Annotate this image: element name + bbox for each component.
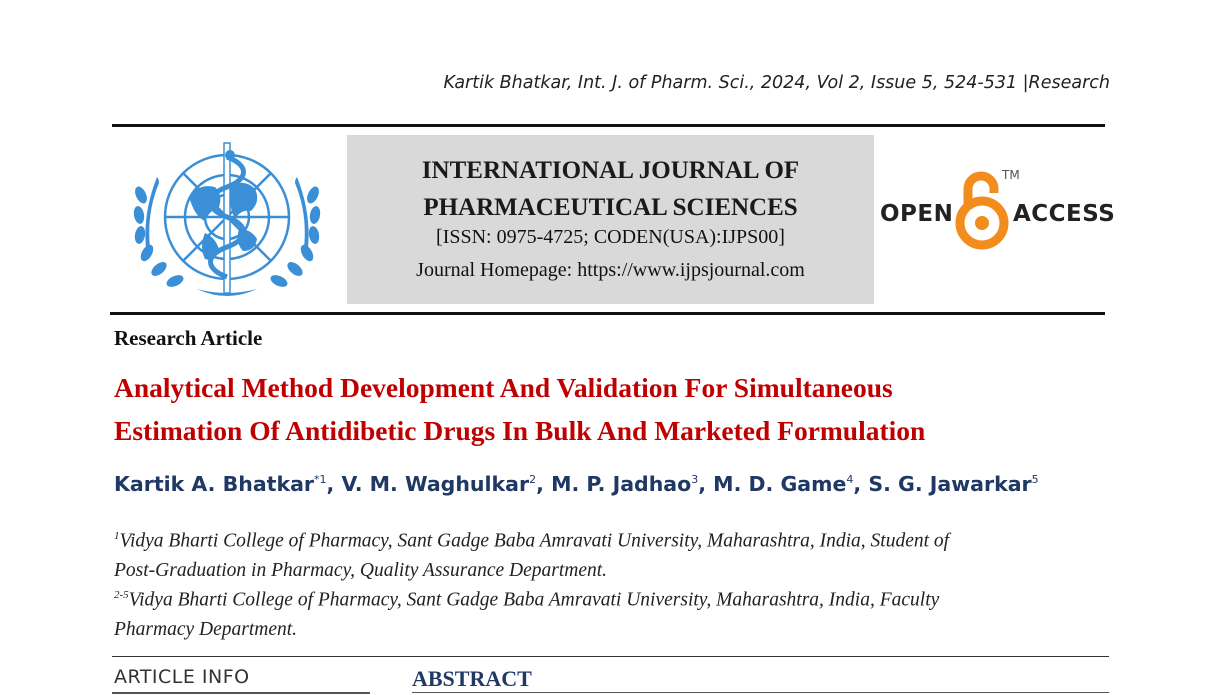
affiliation-mark: 2-5	[114, 589, 129, 601]
article-type-label: Research Article	[114, 326, 263, 350]
author-affiliation-mark: 5	[1031, 473, 1039, 487]
author-name: M. P. Jadhao	[551, 472, 692, 496]
journal-emblem-logo	[127, 137, 327, 307]
author-separator: ,	[853, 472, 869, 496]
journal-title	[347, 152, 874, 226]
affiliation-line-2: Pharmacy Department.	[114, 618, 298, 640]
author-name: S. G. Jawarkar	[868, 472, 1032, 496]
author-affiliation-mark: 3	[691, 473, 699, 487]
masthead-rule	[110, 312, 1105, 315]
open-access-word-open: OPEN	[880, 201, 954, 227]
author-separator: ,	[698, 472, 714, 496]
running-header-citation: Kartik Bhatkar, Int. J. of Pharm. Sci., 2024, Vol 2, Issue 5, 524-531 |Research	[443, 73, 1110, 93]
author-name: Kartik A. Bhatkar	[114, 472, 315, 496]
section-rule	[112, 656, 1109, 657]
paper-title-line-2: Estimation Of Antidibetic Drugs In Bulk And Marketed Formulation	[114, 415, 926, 446]
affiliation-2	[114, 581, 1114, 644]
affiliation-line-1: Vidya Bharti College of Pharmacy, Sant Gadge Baba Amravati University, Maharashtra, India, Faculty	[128, 589, 940, 611]
article-info-rule	[112, 692, 370, 694]
article-info-heading: ARTICLE INFO	[114, 666, 250, 688]
abstract-heading: ABSTRACT	[412, 666, 532, 691]
open-access-word-access: ACCESS	[1013, 201, 1116, 227]
paper-title	[114, 366, 1114, 452]
journal-masthead	[347, 135, 874, 304]
affiliation-mark: 1	[114, 530, 120, 542]
author-separator: ,	[536, 472, 552, 496]
trademark-mark: TM	[1002, 168, 1020, 182]
author-affiliation-mark: 2	[529, 473, 537, 487]
journal-title-line-2: PHARMACEUTICAL SCIENCES	[423, 194, 798, 221]
affiliation-1	[114, 522, 1114, 585]
author-name: M. D. Game	[713, 472, 847, 496]
abstract-rule	[412, 692, 1109, 693]
journal-homepage[interactable]: Journal Homepage: https://www.ijpsjournal.com	[416, 259, 805, 281]
author-separator: ,	[326, 472, 342, 496]
journal-title-line-1: INTERNATIONAL JOURNAL OF	[421, 157, 800, 184]
affiliation-line-2: Post-Graduation in Pharmacy, Quality Assurance Department.	[114, 559, 608, 581]
paper-title-line-1: Analytical Method Development And Validation For Simultaneous	[114, 372, 893, 403]
author-list	[114, 472, 1039, 496]
author-affiliation-mark: *1	[314, 473, 327, 487]
affiliation-line-1: Vidya Bharti College of Pharmacy, Sant Gadge Baba Amravati University, Maharashtra, India, Student of	[119, 530, 950, 552]
author-name: V. M. Waghulkar	[341, 472, 530, 496]
open-access-logo	[880, 165, 1116, 255]
author-affiliation-mark: 4	[846, 473, 854, 487]
journal-issn: [ISSN: 0975-4725; CODEN(USA):IJPS00]	[436, 226, 785, 248]
header-rule	[112, 124, 1105, 127]
